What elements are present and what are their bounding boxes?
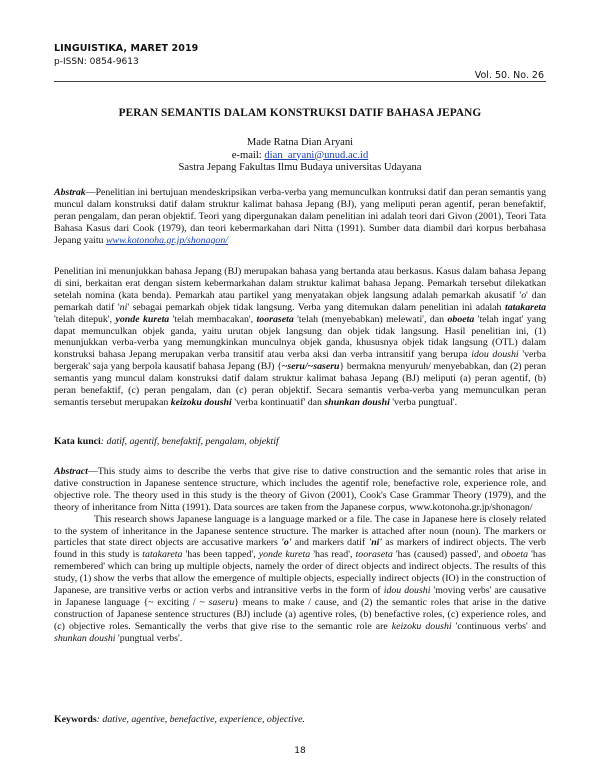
kata-kunci-label: Kata kunci xyxy=(54,436,101,447)
keywords-text: : dative, agentive, benefactive, experience, objective. xyxy=(96,714,305,725)
term-tatakareta: tatakareta xyxy=(504,301,546,313)
term-tooraseta: tooraseta xyxy=(256,313,294,325)
keywords xyxy=(54,714,546,726)
author-block xyxy=(54,137,546,175)
term-seru: ~seru/~saseru xyxy=(281,361,340,373)
issn: p-ISSN: 0854-9613 xyxy=(54,57,139,67)
corpus-link[interactable]: www.kotonoha.gr.jp/shonagon/ xyxy=(105,234,229,246)
paper-title: PERAN SEMANTIS DALAM KONSTRUKSI DATIF BAHASA JEPANG xyxy=(118,107,482,119)
marker-ni: ni xyxy=(119,301,128,313)
volume-number: Vol. 50. No. 26 xyxy=(474,70,544,81)
header-divider xyxy=(54,81,546,82)
abstract-section xyxy=(54,466,546,645)
term-yonde-kureta: yonde kureta xyxy=(115,313,170,325)
term-shunkan-doushi: shunkan doushi xyxy=(324,396,390,408)
abstract-text: —This study aims to describe the verbs that give rise to dative construction and the semantic roles that arise in dative construction in Japanese sentence structure, which includes the agentif role, benefactive role, experience role, and objective role. The theory used in this study is the theory of Givon (2001), Cook's Case Grammar Theory (1979), and the theory of inheritance from Nitta (1991). Data sources are taken from the Japanese corpus, www.kotonoha.gr.jp/shonagon/ xyxy=(54,466,546,513)
term-idou-doushi: idou doushi xyxy=(471,349,519,361)
abstrak-text: —Penelitian ini bertujuan mendeskripsikan verba-verba yang memunculkan kontruksi datif dan peran semantis yang muncul dalam konstruksi datif dalam struktur kalimat bahasa Jepang (BJ), yang meliputi peran agentif, peran benefaktif, peran pengalam, dan peran objektif. Teori yang dipergunakan dalam penelitian ini adalah teori dari Givon (2001), Teori Tata Bahasa Kasus dari Cook (1979), dan teori kebermarkahan dari Nitta (1991). Sumber data diambil dari korpus berbahasa Jepang yaitu xyxy=(54,187,546,246)
penelitian-paragraph: Penelitian ini menunjukkan bahasa Jepang (BJ) merupakan bahasa yang bertanda atau berkasus. Kasus dalam bahasa Jepang di sini, berkaitan erat dengan sistem kebermarkahan dalam struktur kalimat bahasa Jepang. Pemarkah tersebut dilekatkan setelah nomina (kata benda). Pemarkah atau partikel yang menyatakan objek langsung adalah pemarkah akusatif 'o' dan pemarkah datif 'ni' sebagai pemarkah objek tidak langsung. Verba yang ditemukan dalam penelitian ini adalah tatakareta 'telah ditepuk', yonde kureta 'telah membacakan', tooraseta 'telah (menyebabkan) melewati', dan oboeta 'telah ingat' yang dapat memunculkan objek ganda, yaitu urutan objek langsung dan objek tidak langsung. Hasil penelitian ini, (1) menunjukkan verba-verba yang memungkinkan munculnya objek ganda, khususnya objek tidak langsung (OTL) dalam konstruksi bahasa Jepang merupakan verba transitif atau verba aksi dan verba intransitif yang berupa idou doushi 'verba bergerak' saja yang berpola kausatif bahasa Jepang (BJ) {~seru/~saseru} bermakna menyuruh/ menyebabkan, dan (2) peran semantis yang muncul dalam konstruksi datif dalam struktur kalimat bahasa Jepang (BJ) meliputi (a) peran agentif, (b) peran benefaktif, (c) peran pengalam, dan (c) peran objektif. Secara semantis verba-verba yang memunculkan peran semantis tersebut merupakan keizoku doushi 'verba kontinuatif' dan shunkan doushi 'verba pungtual'. xyxy=(54,266,547,408)
abstract-label: Abstract xyxy=(54,466,88,477)
term-keizoku-doushi: keizoku doushi xyxy=(170,396,232,408)
keywords-label: Keywords xyxy=(54,714,97,725)
abstract-paragraph-2: This research shows Japanese language is a language marked or a file. The case in Japanese here is closely related to the system of inheritance in the Japanese sentence structure. The marker is attached after noun (noun). The markers or particles that state direct objects are accusative markers 'o' and markers datif 'ni' as markers of indirect objects. The verb found in this study is tatakareta 'has been tapped', yonde kureta 'has read', tooraseta 'has (caused) passed', and oboeta 'has remembered' which can bring up multiple objects, namely the order of direct objects and indirect objects. The results of this study, (1) show the verbs that allow the emergence of multiple objects, especially indirect objects (IO) in the construction of Japanese, are transitive verbs or action verbs and intransitive verbs in the form of idou doushi 'moving verbs' are causative in Japanese language {~ exciting / ~ saseru} means to make / cause, and (2) the semantic roles that arise in the dative construction of Japanese sentence structures (BJ) include (a) agentive roles, (b) benefactive roles, (c) experience roles, and (c) objective roles. Semantically the verbs that give rise to the semantic role are keizoku doushi 'continuous verbs' and shunkan doushi 'pungtual verbs'. xyxy=(54,513,547,644)
author-email-line xyxy=(54,150,546,163)
abstrak-section xyxy=(54,187,546,247)
kata-kunci xyxy=(54,436,546,448)
author-affiliation: Sastra Jepang Fakultas Ilmu Budaya universitas Udayana xyxy=(178,162,422,173)
term-oboeta: oboeta xyxy=(447,313,475,325)
author-name: Made Ratna Dian Aryani xyxy=(246,137,354,148)
page-number: 18 xyxy=(294,746,306,756)
marker-o: o xyxy=(521,289,527,301)
kata-kunci-text: : datif, agentif, benefaktif, pengalam, objektif xyxy=(100,436,279,447)
journal-name: LINGUISTIKA, MARET 2019 xyxy=(54,43,199,54)
author-email-link[interactable]: dian_aryani@unud.ac.id xyxy=(264,149,369,161)
abstrak-label: Abstrak xyxy=(54,187,86,198)
email-label: e-mail: xyxy=(231,149,265,161)
